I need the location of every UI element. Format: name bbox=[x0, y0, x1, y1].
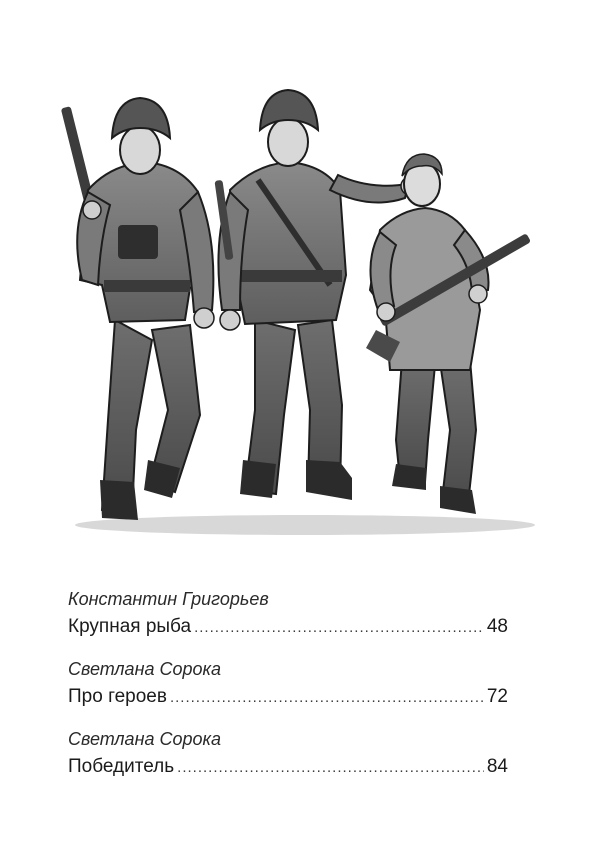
toc-page-number: 72 bbox=[486, 686, 508, 707]
toc-page-number: 84 bbox=[486, 756, 508, 777]
toc-author: Константин Григорьев bbox=[68, 589, 269, 609]
toc-author: Светлана Сорока bbox=[68, 659, 222, 679]
toc-entry bbox=[68, 726, 508, 782]
boy bbox=[366, 154, 531, 514]
toc-title: Победитель bbox=[68, 756, 175, 777]
ground-shadow bbox=[75, 515, 535, 535]
toc-title: Крупная рыба bbox=[68, 616, 192, 637]
dot-leader bbox=[170, 683, 484, 713]
toc-entry bbox=[68, 586, 508, 642]
toc-line bbox=[68, 752, 508, 782]
soldier-left bbox=[61, 98, 214, 520]
binoculars-icon bbox=[118, 225, 158, 259]
soldiers-illustration bbox=[40, 80, 570, 540]
toc-page-number: 48 bbox=[486, 616, 508, 637]
toc-line bbox=[68, 682, 508, 712]
dot-leader bbox=[194, 613, 484, 643]
toc-author: Светлана Сорока bbox=[68, 729, 222, 749]
toc-title: Про героев bbox=[68, 686, 167, 707]
toc-entry bbox=[68, 656, 508, 712]
table-of-contents bbox=[68, 586, 508, 782]
dot-leader bbox=[177, 753, 484, 783]
toc-line bbox=[68, 612, 508, 642]
